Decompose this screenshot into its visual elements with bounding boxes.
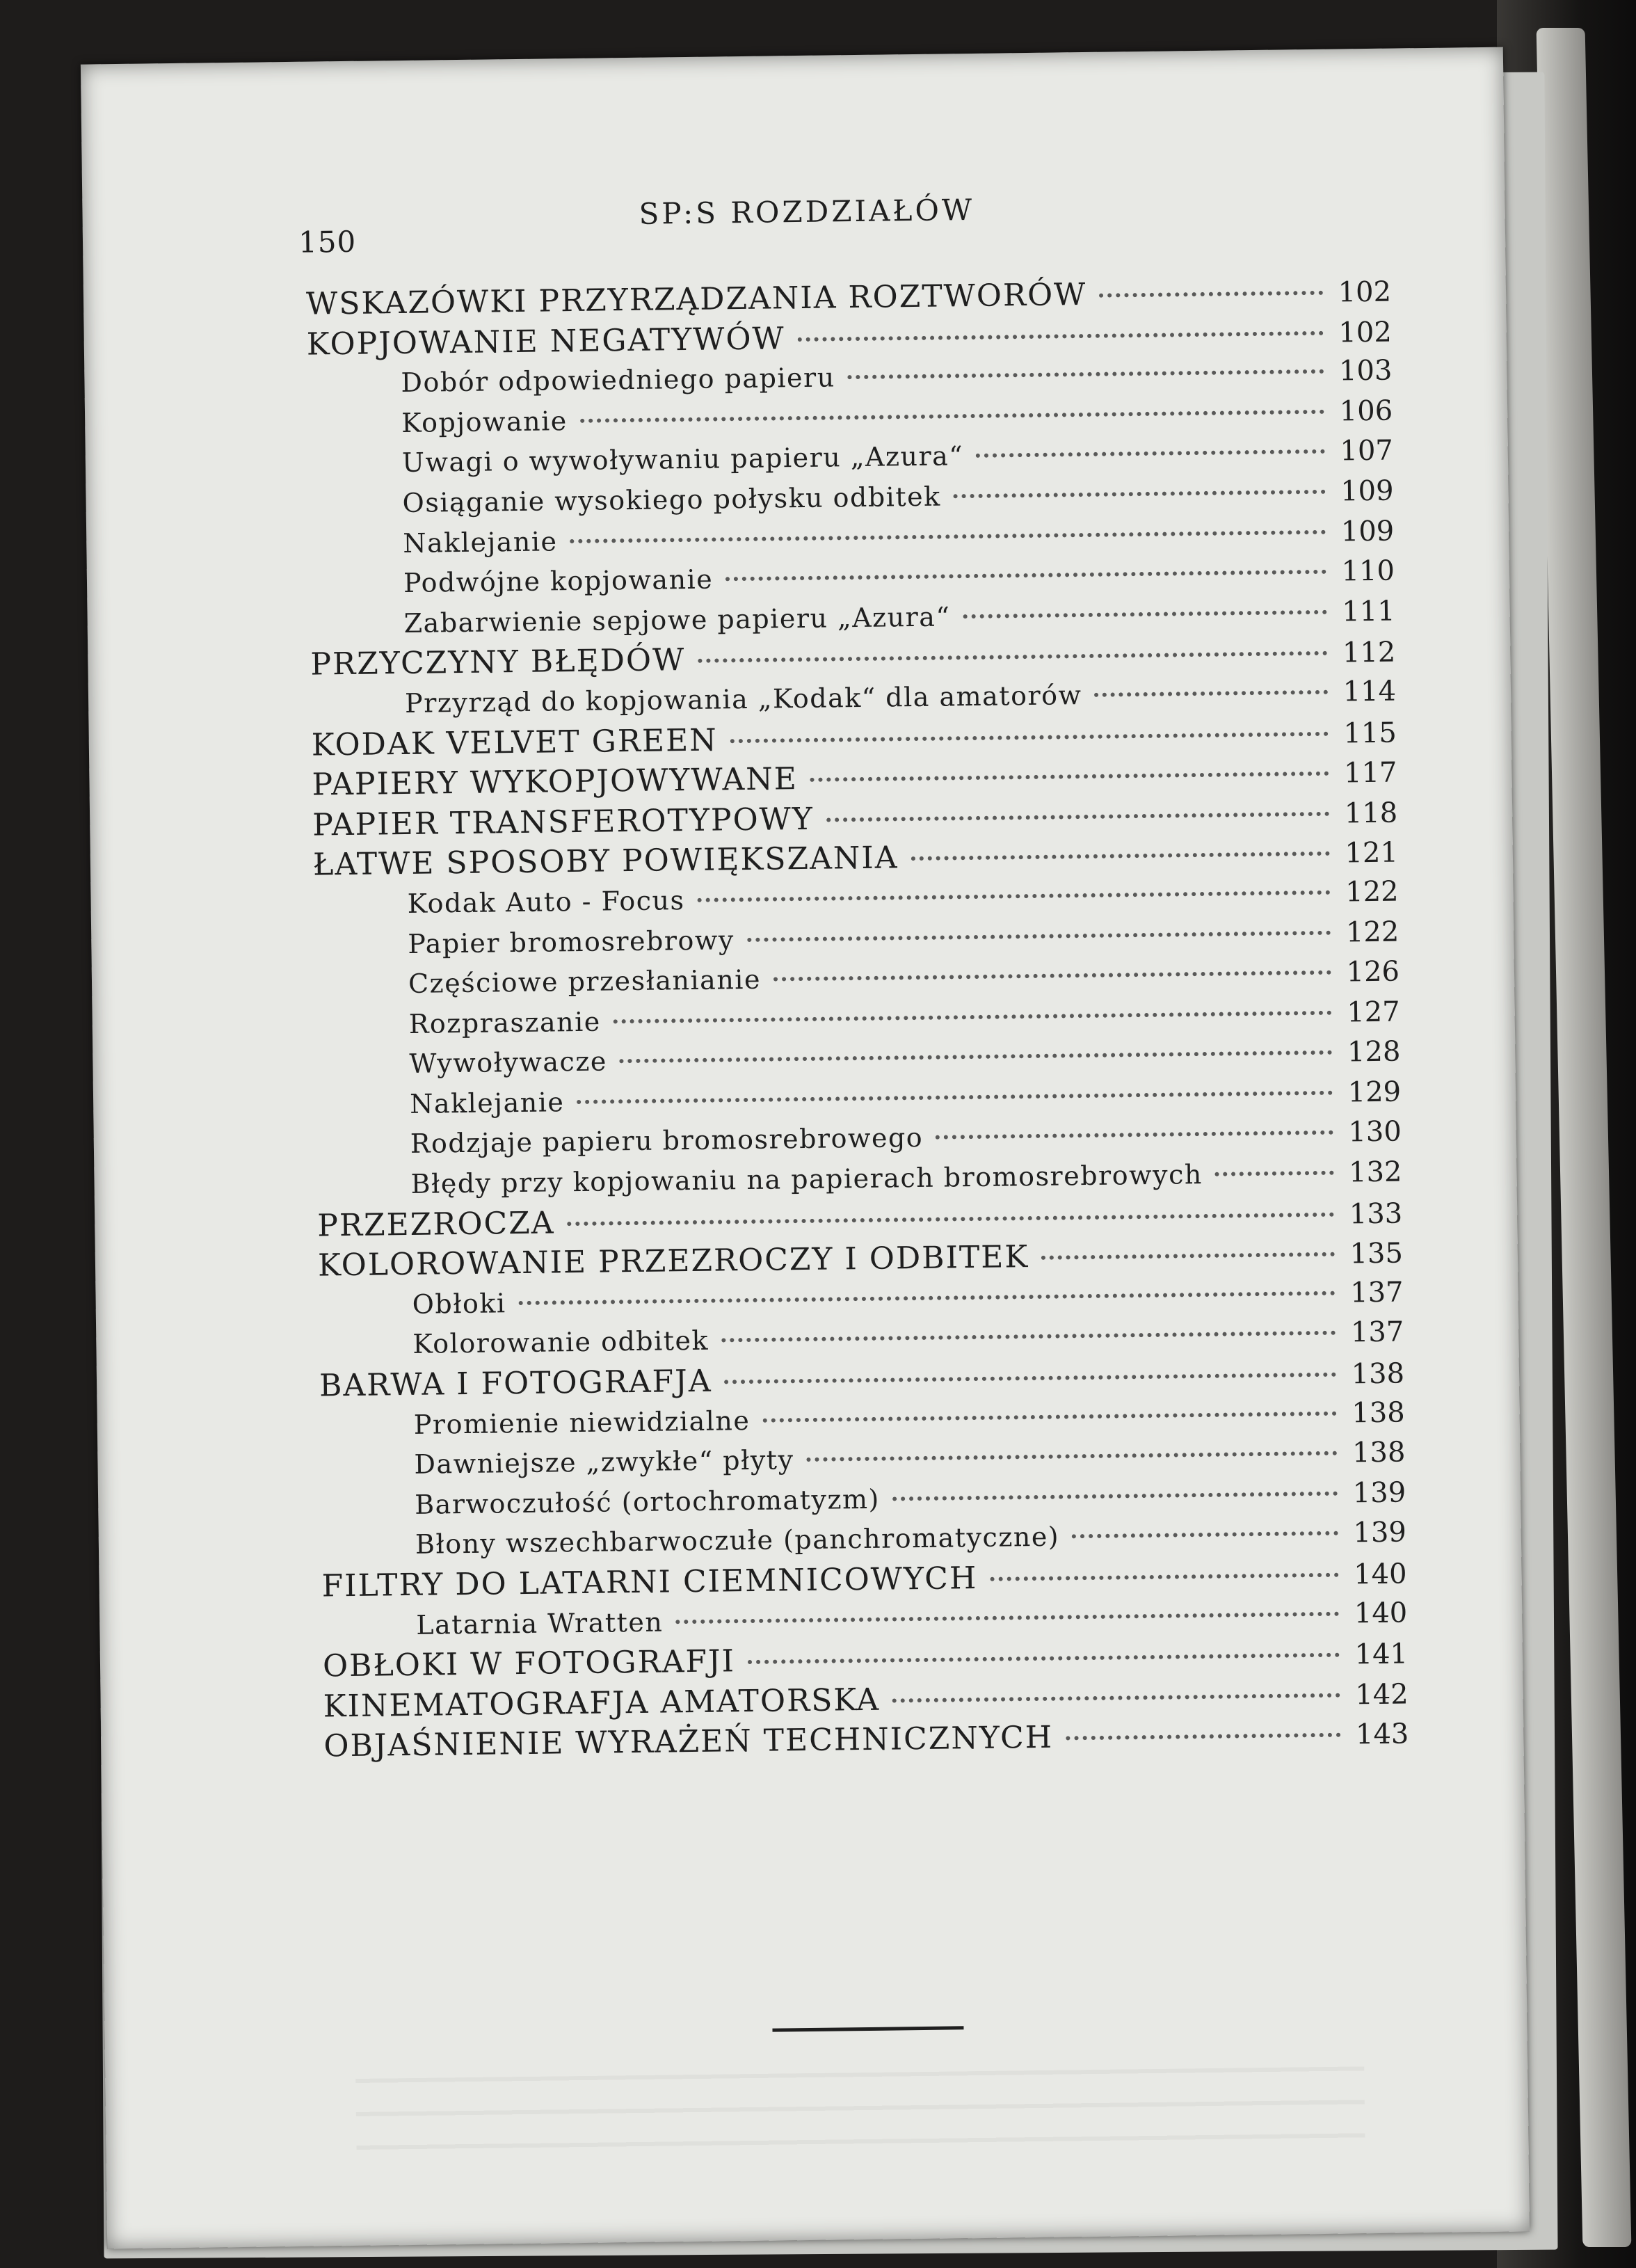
page-number: 150: [298, 224, 357, 259]
toc-entry-title: KOLOROWANIE PRZEZROCZY I ODBITEK: [317, 1239, 1029, 1284]
end-rule: [772, 2026, 963, 2031]
toc-entry-page: 121: [1345, 836, 1399, 870]
toc-entry-title: PRZYCZYNY BŁĘDÓW: [310, 642, 686, 682]
toc-entry-page: 122: [1345, 875, 1399, 909]
toc-entry-title: OBŁOKI W FOTOGRAFJI: [322, 1643, 736, 1684]
toc-entry-page: 107: [1340, 434, 1394, 468]
dot-leader: [721, 1331, 1336, 1343]
toc-entry-title: Latarnia Wratten: [416, 1606, 664, 1640]
toc-entry-title: BARWA I FOTOGRAFJA: [319, 1363, 712, 1404]
dot-leader: [936, 1131, 1333, 1140]
toc-entry-page: 110: [1341, 554, 1395, 588]
toc-entry-page: 130: [1348, 1115, 1402, 1149]
toc-entry-page: 135: [1349, 1237, 1404, 1270]
toc-entry-title: Rozpraszanie: [408, 1006, 601, 1039]
dot-leader: [620, 1051, 1333, 1064]
dot-leader: [773, 971, 1331, 982]
toc-entry-title: Dobór odpowiedniego papieru: [401, 362, 835, 399]
toc-entry-title: Uwagi o wywoływaniu papieru „Azura“: [401, 440, 964, 479]
dot-leader: [1072, 1531, 1338, 1539]
toc-entry-page: 122: [1345, 916, 1400, 948]
toc-entry-title: Obłoki: [412, 1288, 506, 1320]
dot-leader: [570, 529, 1326, 543]
toc-entry-title: Papier bromosrebrowy: [408, 924, 735, 959]
toc-entry-page: 127: [1347, 996, 1400, 1029]
dot-leader: [748, 1653, 1340, 1664]
toc-entry-page: 139: [1353, 1516, 1407, 1549]
toc-entry-title: Promienie niewidzialne: [413, 1405, 751, 1440]
toc-entry-page: 138: [1352, 1396, 1405, 1430]
dot-leader: [580, 410, 1324, 423]
toc-entry-page: 143: [1355, 1718, 1409, 1751]
dot-leader: [725, 1373, 1337, 1384]
toc-entry-page: 115: [1343, 717, 1397, 750]
toc-entry-page: 106: [1339, 394, 1393, 428]
dot-leader: [697, 891, 1330, 902]
dot-leader: [798, 330, 1324, 341]
toc-entry-title: PAPIER TRANSFEROTYPOWY: [312, 801, 815, 843]
toc-entry-page: 142: [1355, 1678, 1409, 1711]
dot-leader: [577, 1091, 1333, 1104]
dot-leader: [976, 449, 1325, 458]
toc-entry-page: 140: [1354, 1597, 1408, 1629]
toc-entry-page: 138: [1351, 1357, 1405, 1391]
toc-entry-title: Podwójne kopjowanie: [403, 564, 714, 599]
dot-leader: [990, 1573, 1338, 1581]
toc-entry-page: 126: [1346, 955, 1400, 989]
toc-entry-page: 132: [1348, 1156, 1402, 1189]
toc-entry-page: 140: [1353, 1558, 1407, 1591]
toc-entry-page: 109: [1340, 474, 1394, 508]
toc-entry-title: PRZEZROCZA: [317, 1205, 555, 1244]
running-title: SP:S ROZDZIAŁÓW: [639, 192, 975, 231]
toc-entry-page: 137: [1349, 1276, 1404, 1309]
dot-leader: [1041, 1252, 1335, 1260]
toc-entry-title: Zabarwienie sepjowe papieru „Azura“: [403, 601, 951, 639]
toc-entry-page: 118: [1344, 797, 1398, 830]
toc-entry-title: Kodak Auto - Focus: [407, 884, 685, 919]
dot-leader: [963, 610, 1326, 618]
toc-entry-title: KINEMATOGRAFJA AMATORSKA: [323, 1682, 881, 1725]
toc-entry-title: Kolorowanie odbitek: [412, 1325, 709, 1360]
toc-entry-page: 114: [1342, 675, 1397, 708]
dot-leader: [614, 1010, 1332, 1023]
toc-entry-title: KOPJOWANIE NEGATYWÓW: [306, 320, 786, 362]
dot-leader: [567, 1212, 1334, 1225]
toc-entry-page: 102: [1338, 316, 1393, 349]
toc-entry-title: WSKAZÓWKI PRZYRZĄDZANIA ROZTWORÓW: [305, 276, 1087, 322]
toc-entry-title: KODAK VELVET GREEN: [311, 722, 718, 763]
toc-entry-title: Naklejanie: [403, 525, 558, 559]
toc-entry-title: Barwoczułość (ortochromatyzm): [414, 1483, 881, 1520]
toc-entry-page: 141: [1354, 1638, 1409, 1671]
toc-entry-title: PAPIERY WYKOPJOWYWANE: [312, 761, 799, 803]
dot-leader: [954, 490, 1326, 499]
dot-leader: [698, 651, 1327, 663]
dot-leader: [1066, 1733, 1340, 1741]
dot-leader: [762, 1411, 1336, 1422]
toc-entry-page: 138: [1352, 1436, 1406, 1469]
toc-entry-title: ŁATWE SPOSOBY POWIĘKSZANIA: [312, 840, 899, 883]
toc-entry-page: 112: [1342, 636, 1396, 669]
show-through-text: [355, 2066, 1365, 2162]
dot-leader: [675, 1611, 1339, 1624]
toc-entry-page: 139: [1352, 1476, 1406, 1510]
toc-entry-page: 129: [1347, 1076, 1402, 1109]
toc-entry-title: Częściowe przesłanianie: [408, 964, 762, 1000]
toc-entry-title: OBJAŚNIENIE WYRAŻEŃ TECHNICZNYCH: [323, 1720, 1054, 1764]
dot-leader: [519, 1291, 1336, 1305]
toc-entry-page: 117: [1343, 756, 1397, 790]
table-of-contents: [306, 271, 1409, 1767]
toc-entry-page: 128: [1347, 1035, 1401, 1069]
book-page: [81, 47, 1530, 2249]
dot-leader: [892, 1491, 1338, 1501]
dot-leader: [1099, 291, 1323, 298]
toc-entry-title: Kopjowanie: [401, 405, 568, 438]
toc-entry-page: 109: [1340, 515, 1395, 548]
toc-entry-title: Przyrząd do kopjowania „Kodak“ dla amatorów: [404, 680, 1082, 719]
dot-leader: [810, 772, 1329, 782]
dot-leader: [747, 930, 1331, 941]
toc-entry-page: 133: [1349, 1197, 1403, 1231]
dot-leader: [730, 731, 1329, 743]
toc-entry-title: Rodzjaje papieru bromosrebrowego: [410, 1122, 924, 1160]
toc-entry-title: Błony wszechbarwoczułe (panchromatyczne): [415, 1521, 1060, 1560]
dot-leader: [725, 570, 1326, 582]
toc-entry-title: Wywoływacze: [409, 1046, 608, 1080]
dot-leader: [1215, 1171, 1334, 1176]
toc-entry-title: FILTRY DO LATARNI CIEMNICOWYCH: [321, 1560, 978, 1604]
dot-leader: [892, 1693, 1340, 1702]
toc-entry-page: 137: [1350, 1316, 1404, 1349]
dot-leader: [1094, 690, 1328, 697]
toc-entry-title: Błędy przy kopjowaniu na papierach bromosrebrowych: [410, 1159, 1203, 1199]
toc-entry-title: Osiąganie wysokiego połysku odbitek: [402, 481, 941, 518]
toc-entry-page: 102: [1338, 275, 1392, 309]
toc-entry-title: Naklejanie: [409, 1087, 565, 1119]
dot-leader: [848, 369, 1324, 379]
toc-entry-title: Dawniejsze „zwykłe“ płyty: [414, 1444, 794, 1480]
toc-entry-page: 103: [1338, 354, 1393, 388]
toc-entry-page: 111: [1342, 595, 1395, 628]
dot-leader: [911, 852, 1329, 861]
dot-leader: [826, 811, 1329, 822]
dot-leader: [806, 1451, 1337, 1462]
